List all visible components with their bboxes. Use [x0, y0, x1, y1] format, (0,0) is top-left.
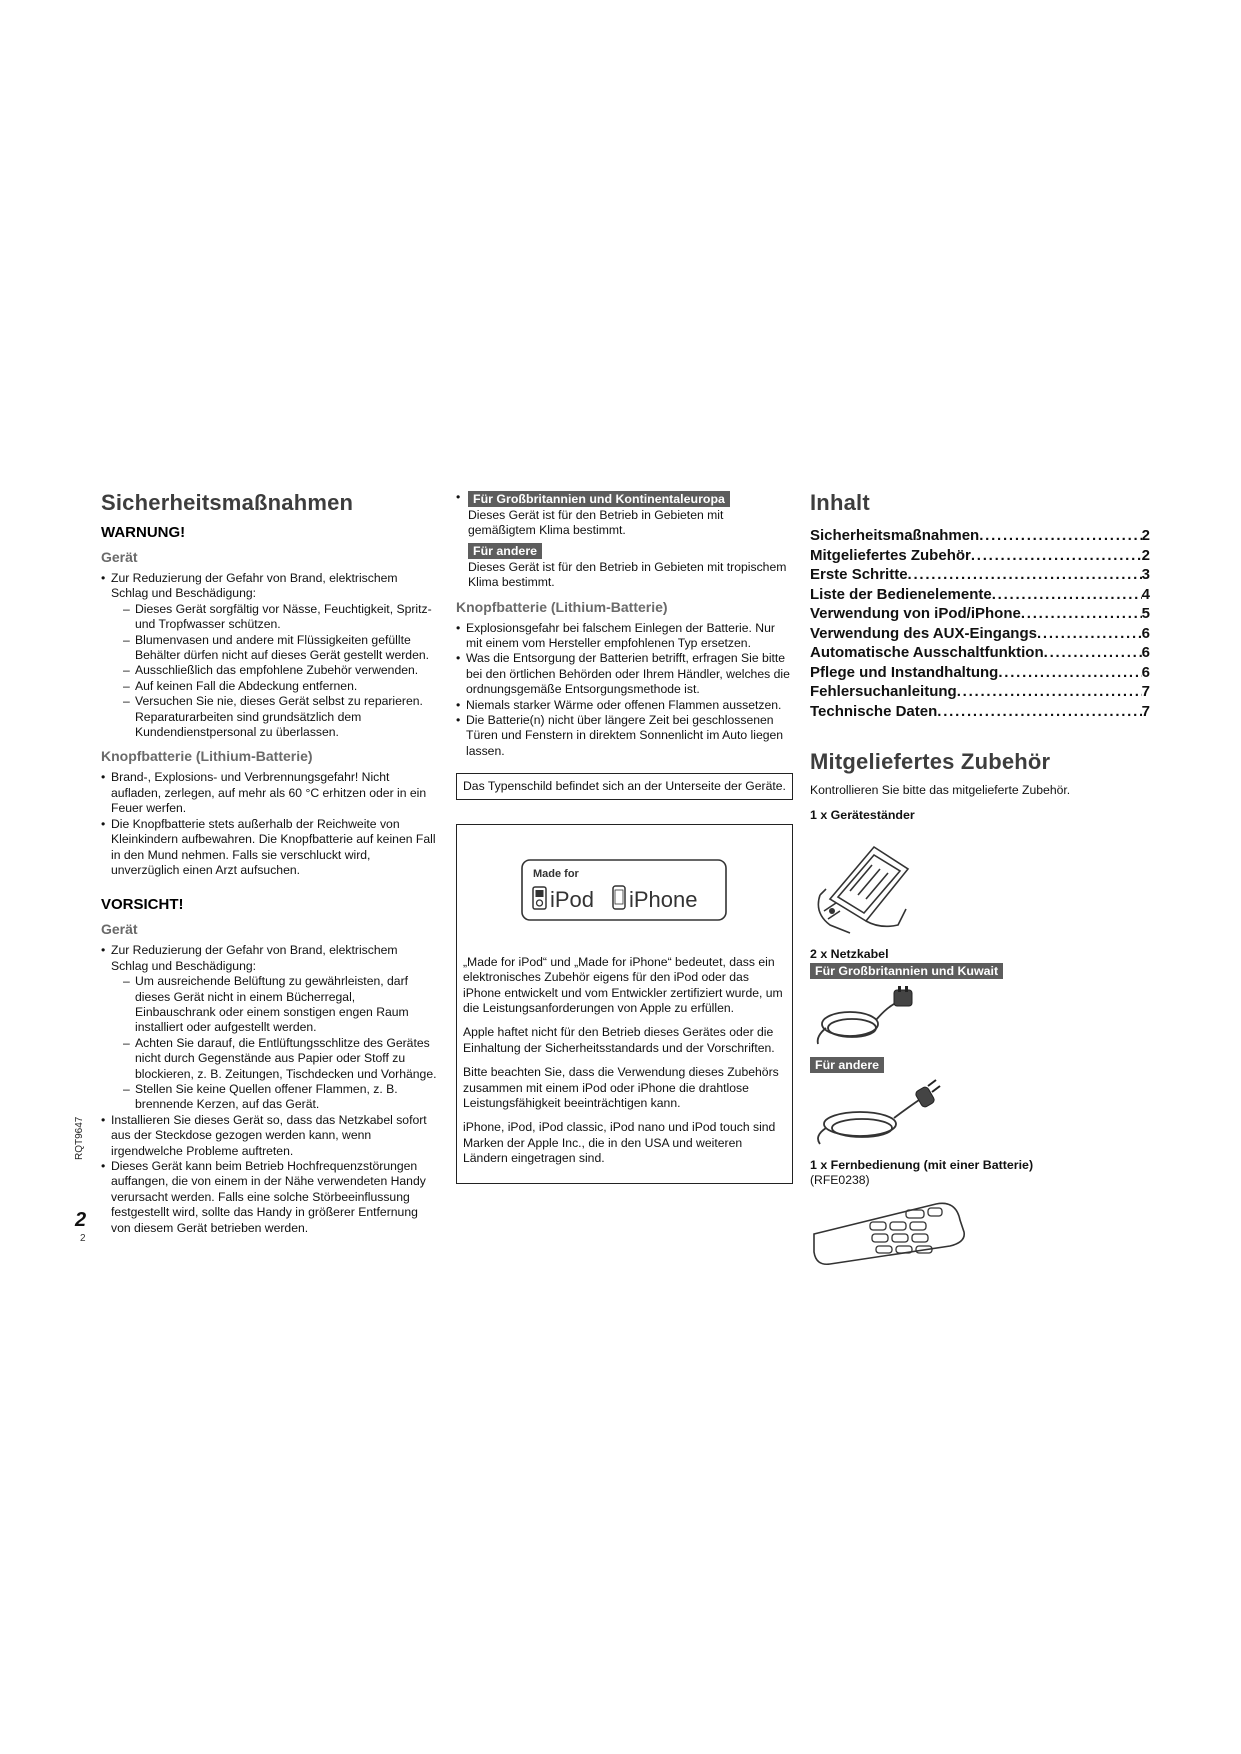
bullet-item: • Niemals starker Wärme oder offenen Flammen aussetzen.	[456, 698, 793, 713]
toc-item[interactable]: Technische Daten . . . 7	[810, 702, 1150, 722]
toc-item[interactable]: Verwendung des AUX-Eingangs . . . 6	[810, 624, 1150, 644]
document-code: RQT9647	[74, 1116, 85, 1160]
region-tag-other: Für andere	[468, 543, 542, 559]
left-column	[101, 490, 438, 1236]
device-title: Gerät	[101, 549, 138, 565]
bullet-glyph: •	[456, 490, 461, 504]
cable-tag-other: Für andere	[810, 1057, 884, 1073]
dash-item: – Stellen Sie keine Quellen offener Flammen, z. B. brennende Kerzen, auf das Gerät.	[123, 1082, 438, 1113]
toc-item[interactable]: Erste Schritte . . . 3	[810, 565, 1150, 585]
bullet-item: • Die Batterie(n) nicht über längere Zeit bei geschlossenen Türen und Fenstern in direktem Sonnenlicht im Auto liegen lassen.	[456, 713, 793, 759]
page-number: 2	[75, 1209, 87, 1231]
toc-item[interactable]: Verwendung von iPod/iPhone . . . 5	[810, 604, 1150, 624]
dash-item: – Blumenvasen und andere mit Flüssigkeiten gefüllte Behälter dürfen nicht auf dieses Gerät gestellt werden.	[123, 633, 438, 664]
remote-image	[810, 1196, 970, 1266]
uk-cable-image	[810, 984, 920, 1050]
toc-item[interactable]: Sicherheitsmaßnahmen . . . 2	[810, 526, 1150, 546]
region-text-europe: Dieses Gerät ist für den Betrieb in Gebieten mit gemäßigtem Klima bestimmt.	[468, 508, 724, 538]
logo-ipod-text: iPod	[549, 886, 594, 912]
page-number-small: 2	[80, 1233, 86, 1244]
table-of-contents	[810, 526, 1150, 721]
mfi-paragraph: Apple haftet nicht für den Betrieb dieses Gerätes oder die Einhaltung der Sicherheitsstandards und der Vorschriften.	[463, 1025, 775, 1055]
dash-item: – Dieses Gerät sorgfältig vor Nässe, Feuchtigkeit, Spritz- und Tropfwasser schützen.	[123, 602, 438, 633]
warning-title: WARNUNG!	[101, 524, 186, 541]
safety-title: Sicherheitsmaßnahmen	[101, 490, 354, 515]
stand-label: 1 x Geräteständer	[810, 808, 915, 823]
bullet-item: • Was die Entsorgung der Batterien betrifft, erfragen Sie bitte bei den örtlichen Behörden oder Ihrem Händler, welches die ordnungsgemäße Entsorgungsmethode ist.	[456, 651, 793, 697]
accessories-title: Mitgeliefertes Zubehör	[810, 749, 1051, 774]
region-tag-europe: Für Großbritannien und Kontinentaleuropa	[468, 491, 730, 507]
dash-item: – Um ausreichende Belüftung zu gewährleisten, darf dieses Gerät nicht in einem Bücherregal, Einbauschrank oder einem sonstigen engen Raum installiert oder aufgestellt werden.	[123, 974, 438, 1036]
mfi-box	[456, 824, 793, 1184]
region-text-other: Dieses Gerät ist für den Betrieb in Gebieten mit tropischem Klima bestimmt.	[468, 559, 787, 590]
cable-tag-uk: Für Großbritannien und Kuwait	[810, 963, 1003, 979]
bullet-item: • Dieses Gerät kann beim Betrieb Hochfrequenzstörungen auffangen, die von einem in der Nähe verwendeten Handy verursacht werden. Falls eine solche Störbeeinflussung festgestellt wird, sollte das Handy in größerer Entfernung von diesem Gerät betrieben werden.	[101, 1159, 438, 1236]
battery-title: Knopfbatterie (Lithium-Batterie)	[101, 748, 313, 765]
bullet-item: • Installieren Sie dieses Gerät so, dass das Netzkabel sofort aus der Steckdose gezogen werden kann, wenn irgendwelche Probleme auftreten.	[101, 1113, 438, 1159]
toc-item[interactable]: Automatische Ausschaltfunktion . . . 6	[810, 643, 1150, 663]
device-list	[101, 571, 438, 740]
dash-item: – Auf keinen Fall die Abdeckung entfernen.	[123, 679, 438, 694]
middle-column	[456, 490, 793, 1184]
mfi-paragraph: iPhone, iPod, iPod classic, iPod nano und iPod touch sind Marken der Apple Inc., die in den USA und weiteren Ländern eingetragen sind.	[463, 1120, 776, 1166]
dash-item: – Achten Sie darauf, die Entlüftungsschlitze des Gerätes nicht durch Gegenstände aus Papier oder Stoff zu blockieren, z. B. Zeitungen, Tischdecken und Vorhänge.	[123, 1036, 438, 1082]
device-bullet: • Zur Reduzierung der Gefahr von Brand, elektrischem Schlag und Beschädigung: – Dieses Gerät sorgfältig vor Nässe, Feuchtigkeit, Spritz- und Tropfwasser schützen. – Blumenvasen und andere mit Flüssigkeiten gefüllte Behälter dürfen nicht auf dieses Gerät gestellt werden. – Ausschließlich das empfohlene Zubehör verwenden. – Auf keinen Fall die Abdeckung entfernen. – Versuchen Sie nie, dieses Gerät selbst zu reparieren. Reparaturarbeiten sind grundsätzlich dem Kundendienstpersonal zu überlassen.	[101, 571, 438, 740]
toc-item[interactable]: Pflege und Instandhaltung . . . 6	[810, 663, 1150, 683]
bullet-item: • Brand-, Explosions- und Verbrennungsgefahr! Nicht aufladen, zerlegen, auf mehr als 60 °C erhitzen oder in ein Feuer werfen.	[101, 770, 438, 816]
device2-dash-list	[111, 974, 438, 1113]
made-for-ipod-iphone-logo	[521, 859, 727, 921]
device-dash-list	[111, 602, 438, 741]
region-item-europe	[456, 490, 793, 591]
toc-item[interactable]: Fehlersuchanleitung . . . 7	[810, 682, 1150, 702]
right-column	[810, 490, 1150, 1266]
stand-image	[810, 829, 920, 937]
dash-item: – Ausschließlich das empfohlene Zubehör verwenden.	[123, 663, 438, 678]
dash-item: – Versuchen Sie nie, dieses Gerät selbst zu reparieren. Reparaturarbeiten sind grundsätzlich dem Kundendienstpersonal zu überlassen.	[123, 694, 438, 740]
remote-label: 1 x Fernbedienung (mit einer Batterie)	[810, 1158, 1034, 1173]
device2-list	[101, 943, 438, 1236]
typeplate-note: Das Typenschild befindet sich an der Unterseite der Geräte.	[456, 773, 793, 799]
battery-list-2	[456, 621, 793, 760]
logo-iphone-text: iPhone	[628, 886, 698, 912]
mfi-paragraph: „Made for iPod“ und „Made for iPhone“ bedeutet, dass ein elektronisches Zubehör eigens für den iPod oder das iPhone entwickelt und vom Entwickler zertifiziert wurde, um die Leistungsanforderungen von Apple zu erfüllen.	[463, 954, 783, 1015]
bullet-item: • Explosionsgefahr bei falschem Einlegen der Batterie. Nur mit einem vom Hersteller empfohlenen Typ ersetzen.	[456, 621, 793, 652]
battery-list	[101, 770, 438, 878]
accessories-intro: Kontrollieren Sie bitte das mitgelieferte Zubehör.	[810, 783, 1071, 797]
toc-item[interactable]: Mitgeliefertes Zubehör . . . 2	[810, 546, 1150, 566]
device2-bullet: • Zur Reduzierung der Gefahr von Brand, elektrischem Schlag und Beschädigung: – Um ausreichende Belüftung zu gewährleisten, darf dieses Gerät nicht in einem Bücherregal, Einbauschrank oder einem sonstigen engen Raum installiert oder aufgestellt werden. – Achten Sie darauf, die Entlüftungsschlitze des Gerätes nicht durch Gegenstände aus Papier oder Stoff zu blockieren, z. B. Zeitungen, Tischdecken und Vorhänge. – Stellen Sie keine Quellen offener Flammen, z. B. brennende Kerzen, auf das Gerät.	[101, 943, 438, 1112]
toc-title: Inhalt	[810, 490, 870, 515]
caution-title: VORSICHT!	[101, 896, 184, 914]
toc-item[interactable]: Liste der Bedienelemente . . . 4	[810, 585, 1150, 605]
logo-made-for-text: Made for	[532, 867, 579, 880]
eu-cable-image	[810, 1078, 950, 1148]
mfi-paragraph: Bitte beachten Sie, dass die Verwendung dieses Zubehörs zusammen mit einem iPod oder iPhone die drahtlose Leistungsfähigkeit beeinträchtigen kann.	[463, 1065, 779, 1110]
device2-title: Gerät	[101, 921, 138, 938]
cable-label: 2 x Netzkabel	[810, 947, 889, 962]
remote-code: (RFE0238)	[810, 1173, 870, 1188]
bullet-item: • Die Knopfbatterie stets außerhalb der Reichweite von Kleinkindern aufbewahren. Die Knopfbatterie auf keinen Fall in den Mund nehmen. Falls sie verschluckt wird, unverzüglich einen Arzt aufsuchen.	[101, 817, 438, 879]
battery-title-2: Knopfbatterie (Lithium-Batterie)	[456, 598, 668, 615]
